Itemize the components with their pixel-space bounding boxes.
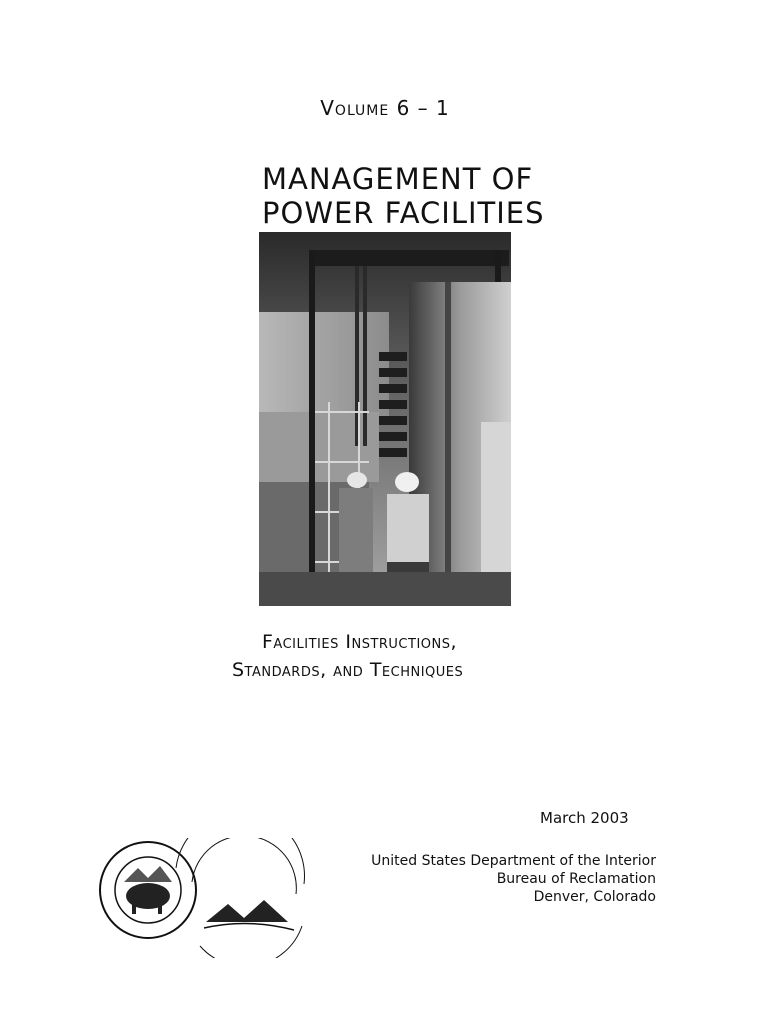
seals-graphic [88, 838, 318, 958]
publisher-department: United States Department of the Interior [371, 853, 656, 869]
document-subtitle [232, 628, 562, 684]
publisher-bureau: Bureau of Reclamation [496, 871, 656, 887]
cover-photo-illustration [259, 232, 511, 606]
publisher-block [300, 852, 656, 906]
cover-photo [259, 232, 511, 606]
document-title [262, 162, 545, 230]
subtitle-line-1: Facilities Instructions, [262, 631, 458, 653]
publication-date: March 2003 [540, 809, 629, 827]
doi-seal-icon [100, 842, 196, 938]
title-line-2: POWER FACILITIES [262, 196, 545, 230]
agency-seals [88, 838, 318, 958]
publisher-location: Denver, Colorado [533, 889, 656, 905]
volume-label: Volume 6 – 1 [320, 96, 450, 120]
title-line-1: MANAGEMENT OF [262, 162, 534, 196]
subtitle-line-2: Standards, and Techniques [232, 659, 464, 681]
